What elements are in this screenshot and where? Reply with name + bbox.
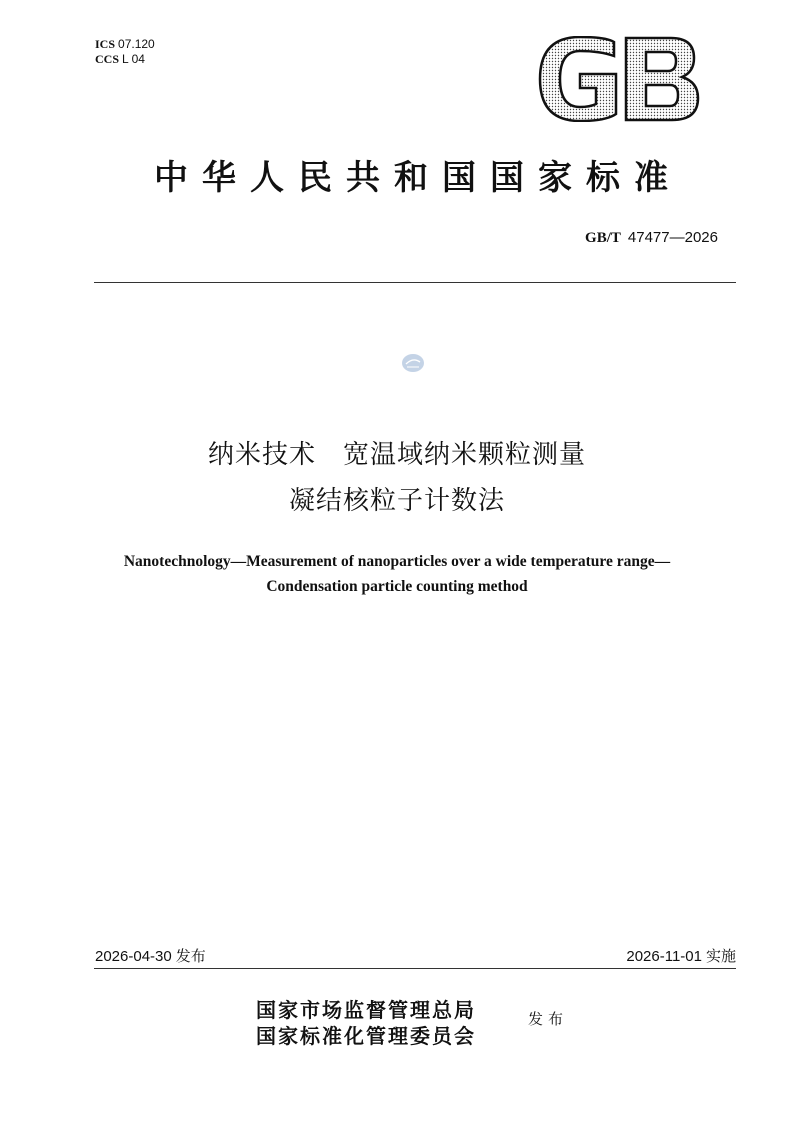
issuer-samr: 国家市场监督管理总局	[256, 998, 476, 1022]
classification-codes	[95, 37, 155, 67]
issuer-sac: 国家标准化管理委员会	[256, 1024, 476, 1048]
title-en-line2: Condensation particle counting method	[266, 578, 528, 595]
ics-label: ICS	[95, 37, 116, 51]
implement-date-value: 2026-11-01	[626, 948, 702, 965]
standard-number	[585, 228, 718, 247]
title-zh-line2: 凝结核粒子计数法	[288, 486, 505, 516]
sac-watermark-icon	[401, 353, 425, 373]
ics-value: 07.120	[118, 37, 155, 51]
implement-date-word: 实施	[705, 947, 736, 965]
implement-date	[626, 945, 736, 966]
issue-date-word: 发布	[175, 947, 206, 965]
national-standard-title: 中华人民共和国国家标准	[154, 158, 682, 198]
gb-emblem-icon	[536, 36, 700, 122]
ccs-code	[95, 52, 155, 67]
title-zh-line1: 纳米技术 宽温域纳米颗粒测量	[207, 440, 586, 470]
title-en-line1: Nanotechnology—Measurement of nanoparticles over a wide temperature range—	[123, 553, 671, 570]
ccs-label: CCS	[95, 52, 120, 66]
standard-prefix: GB/T	[585, 230, 621, 246]
publish-label: 发布	[528, 1010, 569, 1028]
ics-code	[95, 37, 155, 52]
issue-date-value: 2026-04-30	[95, 948, 172, 965]
bottom-divider	[94, 968, 736, 969]
top-divider	[94, 282, 736, 283]
issue-date	[95, 945, 206, 966]
ccs-value: L 04	[122, 52, 145, 66]
standard-code: 47477—2026	[627, 229, 718, 246]
